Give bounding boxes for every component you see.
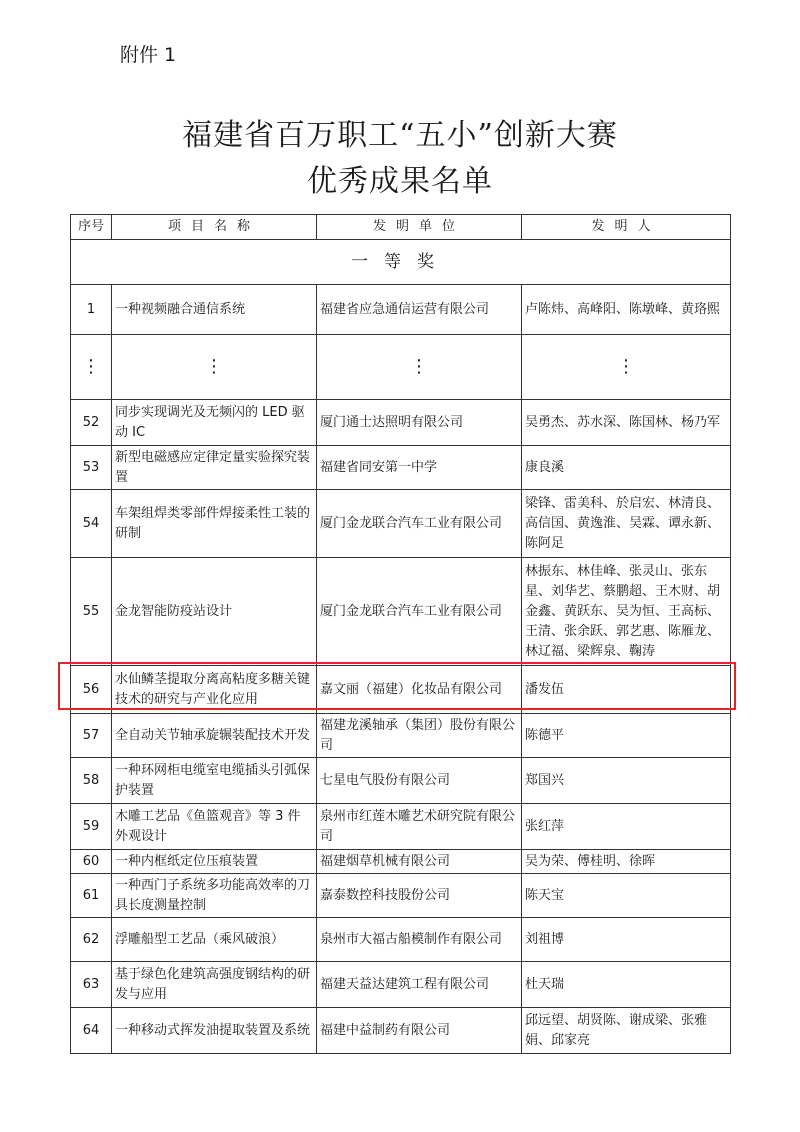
row-number: 57 [71, 714, 112, 758]
row-number: 1 [71, 285, 112, 335]
table-row [71, 558, 731, 666]
row-inventors: 康良溪 [522, 446, 731, 490]
row-project: 一种环网柜电缆室电缆插头引弧保护装置 [112, 758, 317, 804]
row-number: 62 [71, 918, 112, 962]
row-number: 60 [71, 850, 112, 874]
row-project: 一种内框纸定位压痕装置 [112, 850, 317, 874]
row-inventors: 吴勇杰、苏水深、陈国林、杨乃军 [522, 400, 731, 446]
row-number: 64 [71, 1008, 112, 1054]
ellipsis-mark: ⋮ [71, 335, 112, 400]
row-number: 54 [71, 490, 112, 558]
row-inventors: 吴为荣、傅桂明、徐晖 [522, 850, 731, 874]
row-project: 金龙智能防疫站设计 [112, 558, 317, 666]
row-project: 全自动关节轴承旋辗装配技术开发 [112, 714, 317, 758]
row-number: 59 [71, 804, 112, 850]
row-number: 63 [71, 962, 112, 1008]
row-project: 基于绿色化建筑高强度钢结构的研发与应用 [112, 962, 317, 1008]
row-inventors: 陈德平 [522, 714, 731, 758]
row-project: 浮雕船型工艺品（乘风破浪） [112, 918, 317, 962]
row-inventors: 潘发伍 [522, 666, 731, 714]
table-row [71, 400, 731, 446]
column-header-project: 项目名称 [112, 215, 317, 240]
row-inventors: 刘祖博 [522, 918, 731, 962]
row-inventors: 梁锋、雷美科、於启宏、林清良、高信国、黄逸淮、吴霖、谭永新、陈阿足 [522, 490, 731, 558]
row-unit: 福建龙溪轴承（集团）股份有限公司 [317, 714, 522, 758]
row-unit: 福建省应急通信运营有限公司 [317, 285, 522, 335]
table-row [71, 446, 731, 490]
row-project: 同步实现调光及无频闪的 LED 驱动 IC [112, 400, 317, 446]
ellipsis-row [71, 335, 731, 400]
column-header-unit: 发明单位 [317, 215, 522, 240]
row-unit: 泉州市红莲木雕艺术研究院有限公司 [317, 804, 522, 850]
row-unit: 福建烟草机械有限公司 [317, 850, 522, 874]
row-project: 水仙鳞茎提取分离高粘度多糖关键技术的研究与产业化应用 [112, 666, 317, 714]
row-project: 一种视频融合通信系统 [112, 285, 317, 335]
row-inventors: 杜天瑞 [522, 962, 731, 1008]
row-inventors: 张红萍 [522, 804, 731, 850]
row-number: 55 [71, 558, 112, 666]
section-title: 一等奖 [71, 240, 731, 285]
column-header-number: 序号 [71, 215, 112, 240]
row-unit: 七星电气股份有限公司 [317, 758, 522, 804]
table-row [71, 850, 731, 874]
row-number: 52 [71, 400, 112, 446]
row-unit: 泉州市大福古船模制作有限公司 [317, 918, 522, 962]
table-row [71, 962, 731, 1008]
row-number: 53 [71, 446, 112, 490]
row-unit: 厦门通士达照明有限公司 [317, 400, 522, 446]
row-inventors: 林振东、林佳峰、张灵山、张东星、刘华艺、蔡鹏超、王木财、胡金鑫、黄跃东、吴为恒、王高标、王清、张余跃、郭艺惠、陈雁龙、林辽福、梁辉泉、鞠涛 [522, 558, 731, 666]
table-header-row [71, 215, 731, 240]
row-unit: 福建省同安第一中学 [317, 446, 522, 490]
table-row [71, 285, 731, 335]
row-project: 新型电磁感应定律定量实验探究装置 [112, 446, 317, 490]
row-inventors: 陈天宝 [522, 874, 731, 918]
row-project: 一种西门子系统多功能高效率的刀具长度测量控制 [112, 874, 317, 918]
section-row [71, 240, 731, 285]
document-subtitle: 优秀成果名单 [307, 164, 493, 199]
table-row [71, 1008, 731, 1054]
row-unit: 厦门金龙联合汽车工业有限公司 [317, 490, 522, 558]
row-unit: 福建天益达建筑工程有限公司 [317, 962, 522, 1008]
table-row [71, 874, 731, 918]
row-project: 一种移动式挥发油提取装置及系统 [112, 1008, 317, 1054]
table-row [71, 804, 731, 850]
table-row [71, 714, 731, 758]
column-header-inventors: 发明人 [522, 215, 731, 240]
table-row [71, 490, 731, 558]
document-title: 福建省百万职工“五小”创新大赛 [182, 118, 618, 153]
row-inventors: 郑国兴 [522, 758, 731, 804]
attachment-label: 附件 1 [120, 44, 177, 66]
results-table [70, 214, 731, 1054]
ellipsis-mark: ⋮ [522, 335, 731, 400]
row-unit: 福建中益制药有限公司 [317, 1008, 522, 1054]
ellipsis-mark: ⋮ [317, 335, 522, 400]
highlight-box [58, 662, 736, 710]
row-number: 58 [71, 758, 112, 804]
row-project: 木雕工艺品《鱼篮观音》等 3 件外观设计 [112, 804, 317, 850]
row-inventors: 邱远望、胡贤陈、谢成梁、张雅娟、邱家亮 [522, 1008, 731, 1054]
table-row [71, 758, 731, 804]
ellipsis-mark: ⋮ [112, 335, 317, 400]
row-unit: 厦门金龙联合汽车工业有限公司 [317, 558, 522, 666]
row-unit: 嘉文丽（福建）化妆品有限公司 [317, 666, 522, 714]
row-number: 56 [71, 666, 112, 714]
table-row [71, 918, 731, 962]
row-unit: 嘉泰数控科技股份公司 [317, 874, 522, 918]
row-number: 61 [71, 874, 112, 918]
row-inventors: 卢陈炜、高峰阳、陈墩峰、黄珞熙 [522, 285, 731, 335]
row-project: 车架组焊类零部件焊接柔性工装的研制 [112, 490, 317, 558]
